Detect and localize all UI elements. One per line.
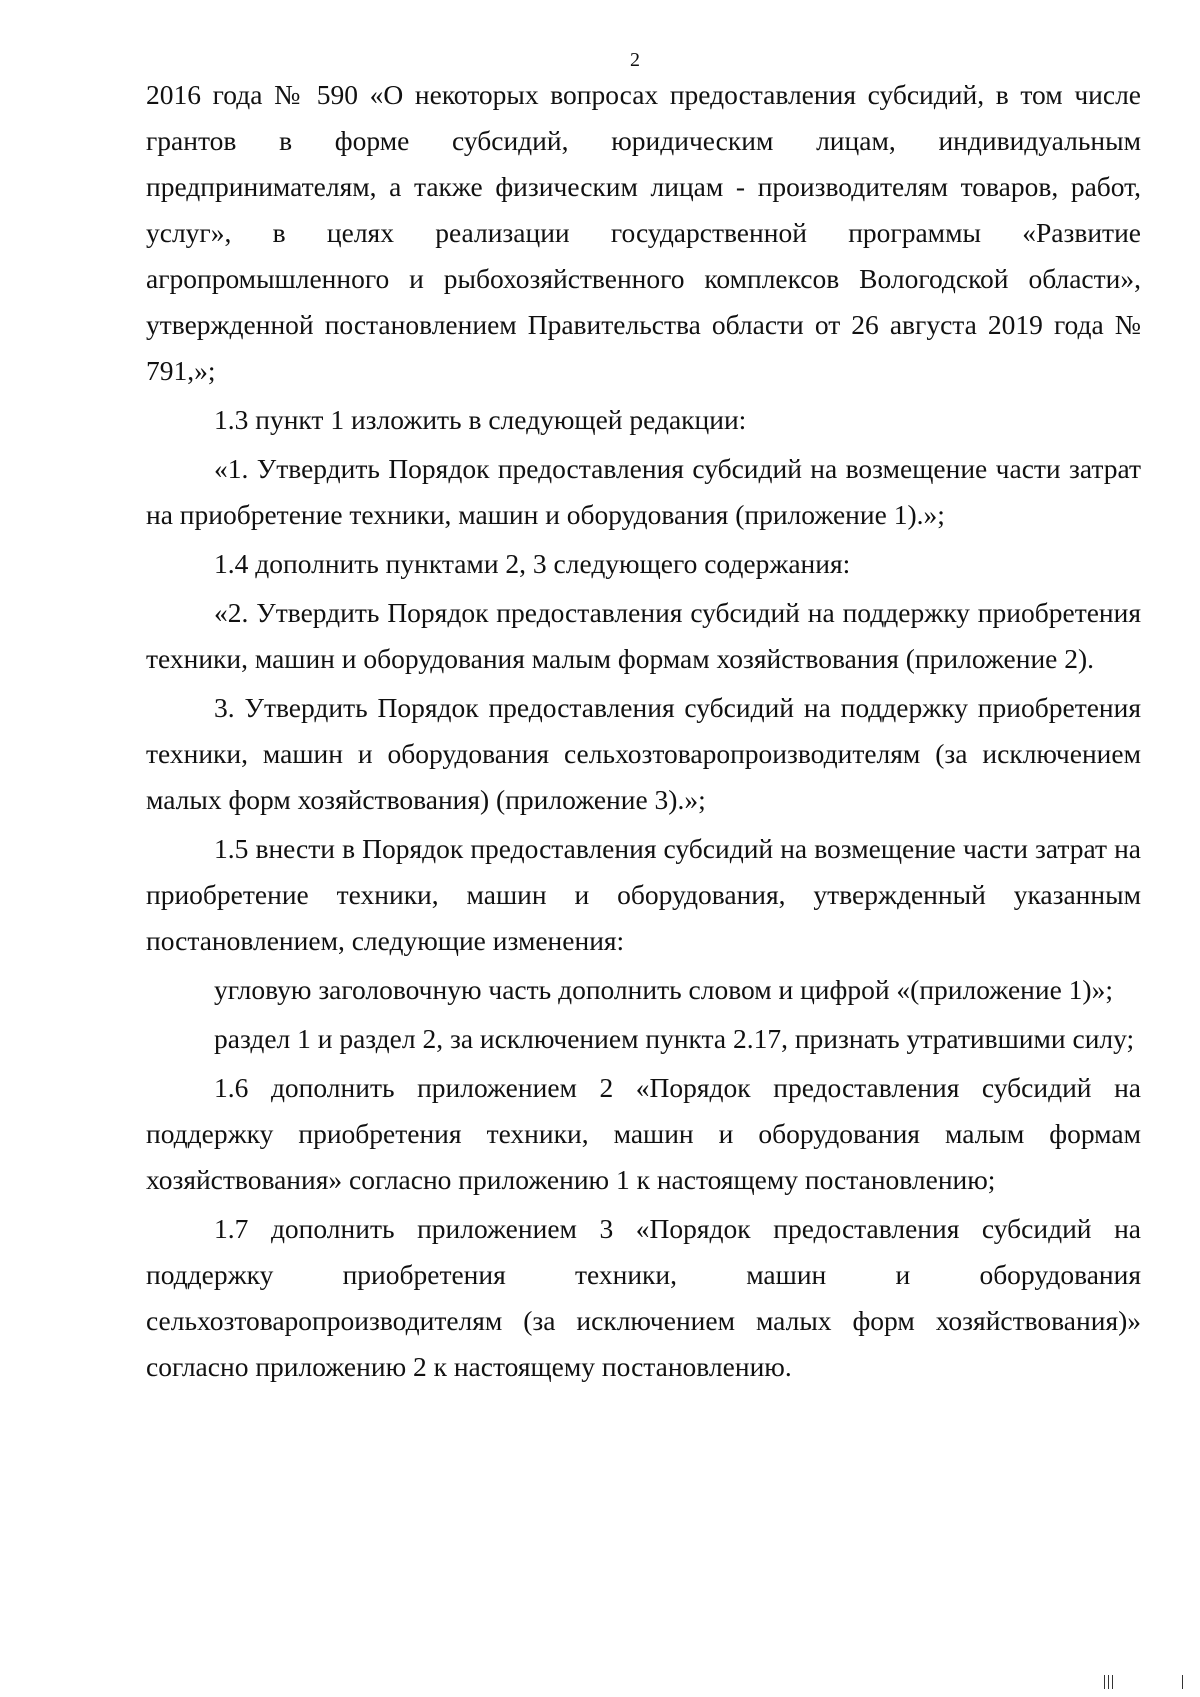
paragraph-item-1-5: 1.5 внести в Порядок предоставления субсидий на возмещение части затрат на приобретение техники, машин и оборудования, утвержденный указанным постановлением, следующие изменения: [146, 833, 1141, 956]
paragraph-decree-reference: 2016 года № 590 «О некоторых вопросах предоставления субсидий, в том числе грантов в форме субсидий, юридическим лицам, индивидуальным предпринимателям, а также физическим лицам - производителям товаров, работ, услуг», в целях реализации государственной программы «Развитие агропромышленного и рыбохозяйственного комплексов Вологодской области», утвержденной постановлением Правительства области от 26 августа 2019 года № 791,»; [146, 79, 1141, 386]
paragraph-clause-1: «1. Утвердить Порядок предоставления субсидий на возмещение части затрат на приобретение техники, машин и оборудования (приложение 1).»; [146, 453, 1141, 530]
paragraph-clause-3: 3. Утвердить Порядок предоставления субсидий на поддержку приобретения техники, машин и оборудования сельхозтоваропроизводителям (за исключением малых форм хозяйствования) (приложение 3).»; [146, 692, 1141, 815]
paragraph-clause-2: «2. Утвердить Порядок предоставления субсидий на поддержку приобретения техники, машин и оборудования малым формам хозяйствования (приложение 2). [146, 597, 1141, 674]
paragraph-item-1-4: 1.4 дополнить пунктами 2, 3 следующего содержания: [214, 548, 851, 579]
paragraph-item-1-6: 1.6 дополнить приложением 2 «Порядок предоставления субсидий на поддержку приобретения техники, машин и оборудования малым формам хозяйствования» согласно приложению 1 к настоящему постановлению; [146, 1072, 1141, 1195]
scan-artifact-mark [1108, 1675, 1109, 1689]
paragraph-item-1-3: 1.3 пункт 1 изложить в следующей редакции: [214, 404, 747, 435]
paragraph-item-1-7: 1.7 дополнить приложением 3 «Порядок предоставления субсидий на поддержку приобретения техники, машин и оборудования сельхозтоваропроизводителям (за исключением малых форм хозяйствования)» согласно приложению 2 к настоящему постановлению. [146, 1213, 1141, 1382]
scan-artifact-mark [1104, 1675, 1105, 1689]
paragraph-corner-heading-change: угловую заголовочную часть дополнить словом и цифрой «(приложение 1)»; [214, 974, 1113, 1005]
scan-artifact-mark [1182, 1675, 1183, 1689]
scan-artifact-mark [1112, 1675, 1113, 1689]
page-number: 2 [630, 49, 640, 71]
paragraph-sections-repeal: раздел 1 и раздел 2, за исключением пункта 2.17, признать утратившими силу; [214, 1023, 1135, 1054]
document-body [146, 72, 1141, 1390]
